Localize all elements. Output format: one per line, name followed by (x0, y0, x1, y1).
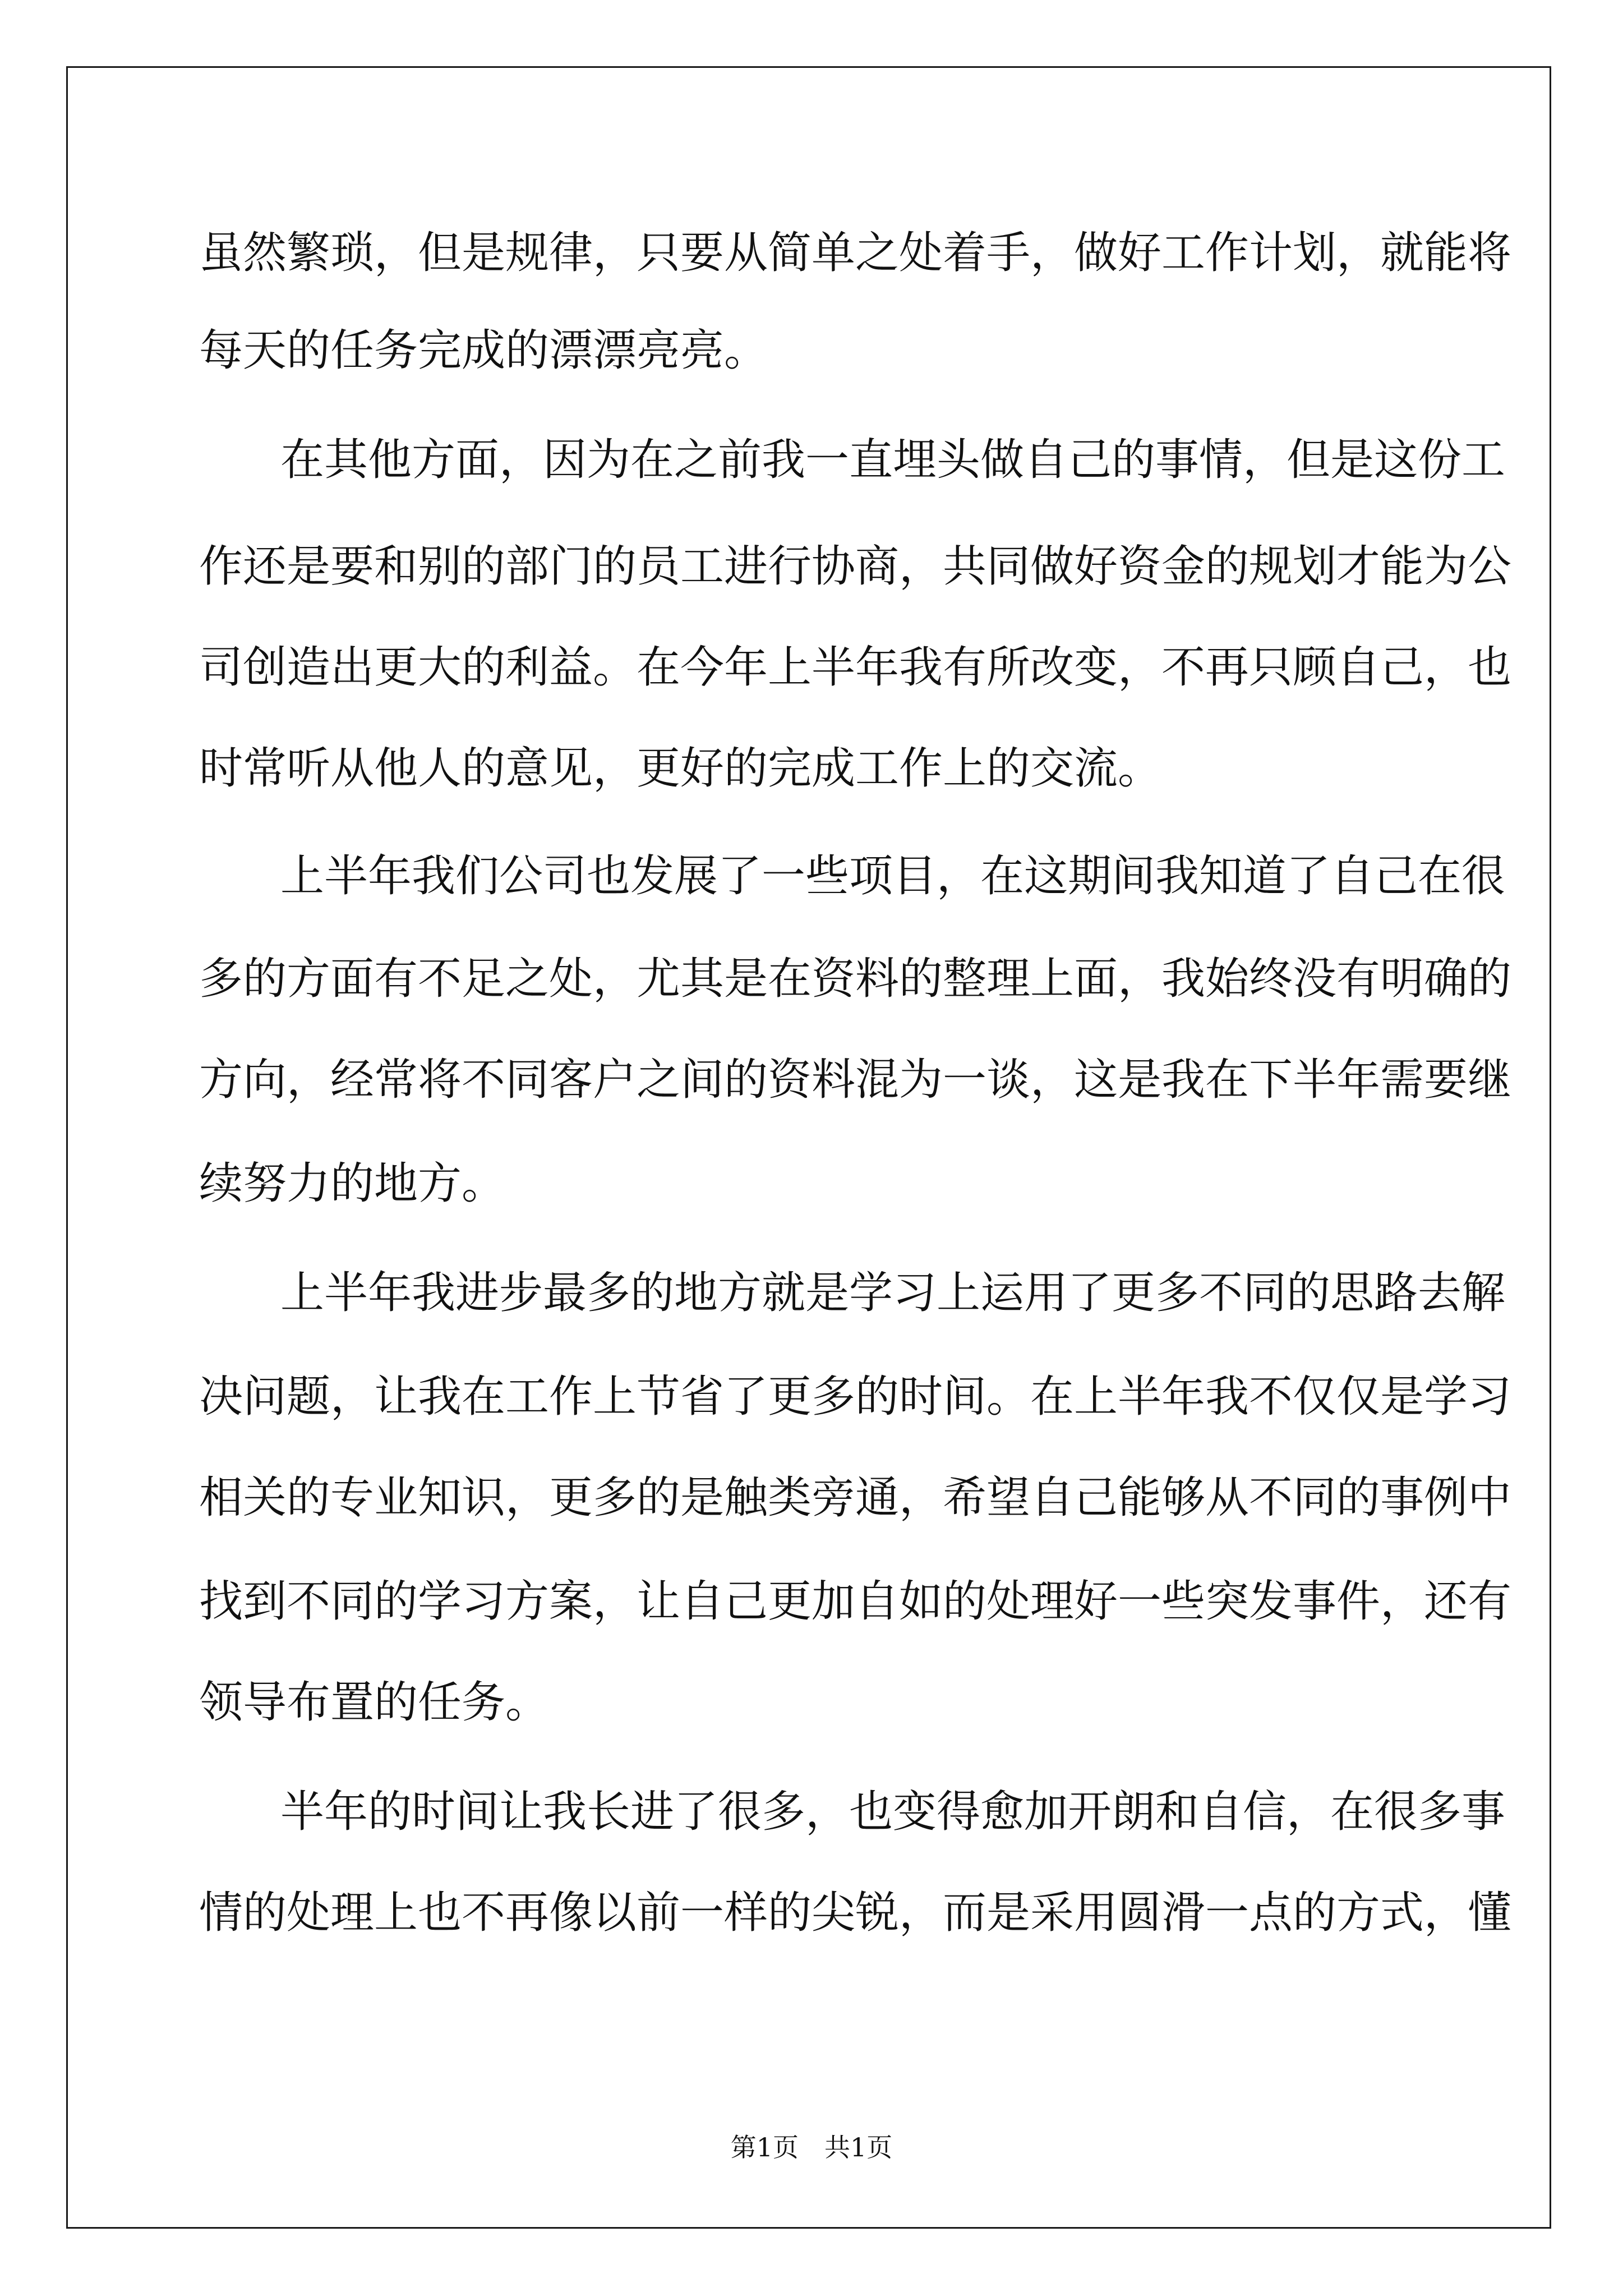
text-line: 决问题，让我在工作上节省了更多的时间。在上半年我不仅仅是学习 (199, 1372, 1512, 1422)
text-line: 每天的任务完成的漂漂亮亮。 (199, 325, 768, 376)
text-line: 上半年我进步最多的地方就是学习上运用了更多不同的思路去解 (280, 1268, 1506, 1318)
text-line: 领导布置的任务。 (199, 1677, 550, 1728)
text-line: 方向，经常将不同客户之间的资料混为一谈，这是我在下半年需要继 (199, 1055, 1512, 1105)
text-line: 半年的时间让我长进了很多，也变得愈加开朗和自信，在很多事 (280, 1787, 1506, 1837)
text-line: 情的处理上也不再像以前一样的尖锐，而是采用圆滑一点的方式，懂 (199, 1888, 1512, 1938)
text-line: 作还是要和别的部门的员工进行协商，共同做好资金的规划才能为公 (199, 541, 1512, 592)
text-line: 在其他方面，因为在之前我一直埋头做自己的事情，但是这份工 (280, 435, 1506, 485)
text-line: 时常听从他人的意见，更好的完成工作上的交流。 (199, 743, 1162, 794)
text-line: 虽然繁琐，但是规律，只要从简单之处着手，做好工作计划，就能将 (199, 228, 1512, 278)
page-number-footer: 第1页 共1页 (730, 2132, 893, 2162)
text-line: 多的方面有不足之处，尤其是在资料的整理上面，我始终没有明确的 (199, 954, 1512, 1004)
text-line: 续努力的地方。 (199, 1158, 506, 1209)
text-line: 找到不同的学习方案，让自己更加自如的处理好一些突发事件，还有 (199, 1576, 1512, 1627)
text-line: 司创造出更大的利益。在今年上半年我有所改变，不再只顾自己，也 (199, 642, 1512, 693)
text-line: 上半年我们公司也发展了一些项目，在这期间我知道了自己在很 (280, 851, 1506, 901)
text-line: 相关的专业知识，更多的是触类旁通，希望自己能够从不同的事例中 (199, 1473, 1512, 1523)
